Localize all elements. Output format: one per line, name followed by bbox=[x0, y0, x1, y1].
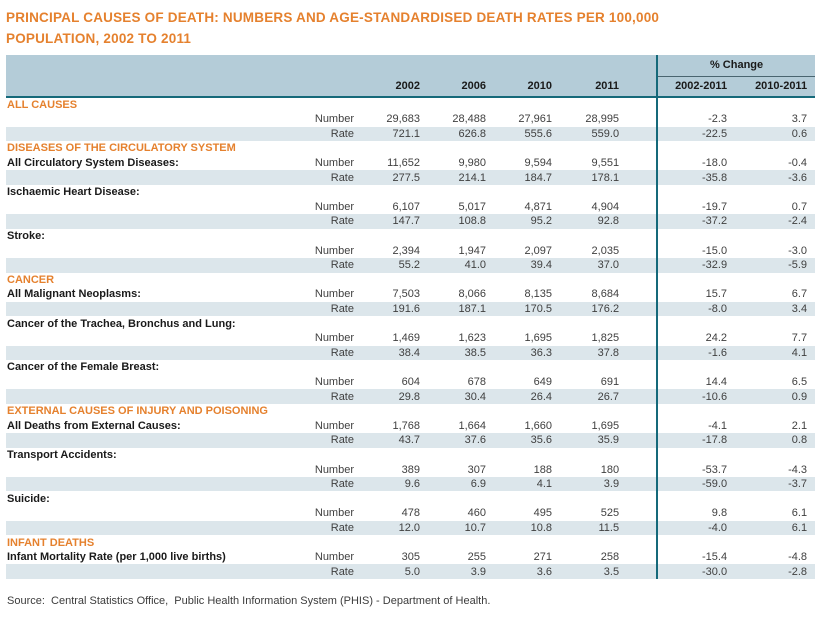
value-2011: 178.1 bbox=[554, 170, 657, 185]
value-2011: 180 bbox=[600, 463, 620, 476]
number-row bbox=[6, 550, 815, 565]
cause-label-row bbox=[6, 491, 815, 506]
value-2010: 36.3 bbox=[488, 346, 554, 361]
cause-label bbox=[6, 112, 286, 127]
value-2010: 8,135 bbox=[524, 288, 552, 301]
value-2010: 1,660 bbox=[524, 419, 552, 432]
value-2006: 38.5 bbox=[422, 346, 488, 361]
value-2011: 92.8 bbox=[554, 214, 657, 229]
pct-spacer bbox=[731, 404, 815, 419]
rate-row bbox=[6, 127, 815, 142]
column-header-row bbox=[6, 76, 815, 97]
pct-spacer bbox=[731, 141, 815, 156]
value-2011: 525 bbox=[600, 507, 620, 520]
value-2002: 12.0 bbox=[356, 521, 422, 536]
value-2002: 147.7 bbox=[356, 214, 422, 229]
value-2006: 255 bbox=[467, 551, 486, 564]
pct-spacer bbox=[731, 229, 815, 244]
value-2002: 6,107 bbox=[392, 200, 420, 213]
value-2010: 495 bbox=[533, 507, 552, 520]
pct-spacer bbox=[657, 404, 731, 419]
stat-label: Rate bbox=[286, 127, 356, 142]
stat-label: Rate bbox=[286, 170, 356, 185]
section-heading-row bbox=[6, 141, 815, 156]
value-2011: 1,695 bbox=[591, 419, 620, 432]
stat-label: Number bbox=[314, 157, 354, 170]
value-2006: 8,066 bbox=[458, 288, 486, 301]
pct-spacer bbox=[731, 491, 815, 506]
section-heading-row bbox=[6, 535, 815, 550]
value-2011: 37.0 bbox=[554, 258, 657, 273]
number-row bbox=[6, 287, 815, 302]
value-2011: 559.0 bbox=[554, 127, 657, 142]
value-2011: 3.9 bbox=[554, 477, 657, 492]
value-2006: 28,488 bbox=[452, 113, 486, 126]
pct-value-2002-2011: -19.7 bbox=[657, 200, 731, 215]
value-2002: 11,652 bbox=[387, 157, 420, 170]
section-heading-row bbox=[6, 404, 815, 419]
stat-label: Number bbox=[314, 419, 354, 432]
source-note: Source: Central Statistics Office, Public Health Information System (PHIS) - Department of Health. bbox=[7, 595, 491, 607]
stat-label: Rate bbox=[286, 477, 356, 492]
number-row bbox=[6, 462, 815, 477]
pct-value-2002-2011: -4.1 bbox=[657, 418, 731, 433]
pct-value-2010-2011: 0.8 bbox=[731, 433, 815, 448]
pct-spacer bbox=[657, 316, 731, 331]
pct-value-2010-2011: -0.4 bbox=[788, 157, 808, 170]
value-2002: 43.7 bbox=[356, 433, 422, 448]
pct-value-2010-2011: -4.3 bbox=[788, 463, 808, 476]
value-2011: 3.5 bbox=[554, 564, 657, 579]
value-2010: 26.4 bbox=[488, 389, 554, 404]
stat-label: Rate bbox=[286, 389, 356, 404]
value-2002: 9.6 bbox=[356, 477, 422, 492]
stat-label: Rate bbox=[286, 258, 356, 273]
value-2010: 555.6 bbox=[488, 127, 554, 142]
value-2011: 258 bbox=[600, 551, 620, 564]
cause-label bbox=[6, 200, 286, 215]
value-2002: 38.4 bbox=[356, 346, 422, 361]
section-heading: CANCER bbox=[7, 273, 55, 286]
cause-label: Infant Mortality Rate (per 1,000 live births) bbox=[7, 551, 226, 564]
pct-value-2010-2011: 6.5 bbox=[791, 375, 808, 388]
pct-value-2010-2011: 3.4 bbox=[731, 302, 815, 317]
stat-label: Number bbox=[314, 288, 354, 301]
pct-value-2010-2011: 6.7 bbox=[791, 288, 808, 301]
cause-label: Suicide: bbox=[7, 492, 50, 505]
value-2006: 9,980 bbox=[458, 157, 486, 170]
value-2010: 95.2 bbox=[488, 214, 554, 229]
page-title bbox=[6, 7, 815, 49]
pct-value-2002-2011: -15.4 bbox=[657, 550, 731, 565]
rate-row bbox=[6, 214, 815, 229]
value-2010: 188 bbox=[533, 463, 552, 476]
value-2011: 691 bbox=[600, 375, 620, 388]
value-2011: 26.7 bbox=[554, 389, 657, 404]
pct-value-2002-2011: -17.8 bbox=[657, 433, 731, 448]
rate-row bbox=[6, 302, 815, 317]
value-2002: 55.2 bbox=[356, 258, 422, 273]
value-2006: 3.9 bbox=[422, 564, 488, 579]
value-2010: 1,695 bbox=[524, 332, 552, 345]
pct-value-2002-2011: 14.4 bbox=[657, 375, 731, 390]
cause-label: Ischaemic Heart Disease: bbox=[7, 186, 140, 199]
year-column-header-2002: 2002 bbox=[356, 76, 422, 97]
stat-label: Number bbox=[314, 463, 354, 476]
stat-label: Rate bbox=[286, 346, 356, 361]
cause-label bbox=[6, 302, 286, 317]
cause-label bbox=[6, 462, 286, 477]
number-row bbox=[6, 112, 815, 127]
number-row bbox=[6, 506, 815, 521]
pct-spacer bbox=[657, 273, 731, 288]
value-2010: 649 bbox=[533, 375, 552, 388]
value-2006: 37.6 bbox=[422, 433, 488, 448]
pct-spacer bbox=[657, 448, 731, 463]
pct-value-2010-2011: 0.9 bbox=[731, 389, 815, 404]
cause-label bbox=[6, 477, 286, 492]
value-2006: 30.4 bbox=[422, 389, 488, 404]
pct-value-2010-2011: 4.1 bbox=[731, 346, 815, 361]
pct-value-2002-2011: -53.7 bbox=[657, 462, 731, 477]
pct-spacer bbox=[731, 273, 815, 288]
cause-label bbox=[6, 170, 286, 185]
number-row bbox=[6, 200, 815, 215]
pct-spacer bbox=[657, 185, 731, 200]
rate-row bbox=[6, 564, 815, 579]
stat-label: Rate bbox=[286, 433, 356, 448]
pct-spacer bbox=[657, 141, 731, 156]
pct-value-2010-2011: -3.0 bbox=[788, 244, 808, 257]
value-2002: 389 bbox=[401, 463, 420, 476]
cause-label: All Circulatory System Diseases: bbox=[7, 157, 179, 170]
value-2006: 626.8 bbox=[422, 127, 488, 142]
stat-label: Rate bbox=[286, 214, 356, 229]
number-row bbox=[6, 418, 815, 433]
pct-value-2010-2011: 2.1 bbox=[791, 419, 808, 432]
pct-value-2002-2011: 9.8 bbox=[657, 506, 731, 521]
cause-label: All Malignant Neoplasms: bbox=[7, 288, 141, 301]
pct-value-2010-2011: 6.1 bbox=[791, 507, 808, 520]
value-2006: 6.9 bbox=[422, 477, 488, 492]
pct-value-2002-2011: -18.0 bbox=[657, 156, 731, 171]
value-2010: 4,871 bbox=[524, 200, 552, 213]
pct-spacer bbox=[657, 229, 731, 244]
year-column-header-2010: 2010 bbox=[488, 76, 554, 97]
stat-label: Number bbox=[314, 200, 354, 213]
value-2002: 1,768 bbox=[392, 419, 420, 432]
stat-label: Number bbox=[314, 375, 354, 388]
value-2011: 8,684 bbox=[591, 288, 620, 301]
value-2011: 2,035 bbox=[591, 244, 620, 257]
cause-label: Transport Accidents: bbox=[7, 448, 117, 461]
value-2006: 10.7 bbox=[422, 521, 488, 536]
pct-spacer bbox=[731, 97, 815, 112]
value-2002: 29,683 bbox=[386, 113, 420, 126]
pct-spacer bbox=[657, 97, 731, 112]
pct-value-2002-2011: -35.8 bbox=[657, 170, 731, 185]
pct-value-2002-2011: -8.0 bbox=[657, 302, 731, 317]
cause-label: Cancer of the Female Breast: bbox=[7, 361, 160, 374]
section-heading-row bbox=[6, 97, 815, 112]
stat-label: Rate bbox=[286, 564, 356, 579]
stat-label: Number bbox=[314, 551, 354, 564]
cause-label bbox=[6, 346, 286, 361]
stat-label: Number bbox=[314, 113, 354, 126]
rate-row bbox=[6, 477, 815, 492]
value-2006: 1,623 bbox=[458, 332, 486, 345]
pct-value-2002-2011: -2.3 bbox=[657, 112, 731, 127]
number-row bbox=[6, 156, 815, 171]
stat-label: Rate bbox=[286, 302, 356, 317]
pct-value-2010-2011: -2.8 bbox=[731, 564, 815, 579]
page-title-line1: PRINCIPAL CAUSES OF DEATH: NUMBERS AND AGE-STANDARDISED DEATH RATES PER 100,000 bbox=[6, 10, 660, 25]
value-2002: 305 bbox=[401, 551, 420, 564]
pct-spacer bbox=[731, 360, 815, 375]
table-header bbox=[6, 55, 815, 97]
value-2010: 2,097 bbox=[524, 244, 552, 257]
value-2010: 170.5 bbox=[488, 302, 554, 317]
value-2011: 28,995 bbox=[585, 113, 620, 126]
cause-label-row bbox=[6, 185, 815, 200]
value-2010: 10.8 bbox=[488, 521, 554, 536]
value-2006: 1,947 bbox=[458, 244, 486, 257]
value-2002: 2,394 bbox=[392, 244, 420, 257]
value-2011: 9,551 bbox=[591, 157, 620, 170]
pct-column-header-2010-2011: 2010-2011 bbox=[731, 76, 815, 97]
pct-column-header-2002-2011: 2002-2011 bbox=[657, 76, 731, 97]
rate-row bbox=[6, 346, 815, 361]
pct-value-2010-2011: 0.7 bbox=[791, 200, 808, 213]
pct-value-2002-2011: -30.0 bbox=[657, 564, 731, 579]
pct-value-2002-2011: 15.7 bbox=[657, 287, 731, 302]
value-2010: 27,961 bbox=[518, 113, 552, 126]
header-spacer bbox=[6, 76, 356, 97]
pct-value-2002-2011: -15.0 bbox=[657, 243, 731, 258]
cause-label bbox=[6, 433, 286, 448]
rate-row bbox=[6, 521, 815, 536]
value-2006: 678 bbox=[467, 375, 486, 388]
section-heading: ALL CAUSES bbox=[7, 99, 78, 111]
value-2002: 478 bbox=[401, 507, 420, 520]
pct-value-2002-2011: -32.9 bbox=[657, 258, 731, 273]
value-2006: 307 bbox=[467, 463, 486, 476]
cause-label bbox=[6, 331, 286, 346]
cause-label: Cancer of the Trachea, Bronchus and Lung: bbox=[7, 317, 236, 330]
rate-row bbox=[6, 258, 815, 273]
value-2002: 1,469 bbox=[392, 332, 420, 345]
rate-row bbox=[6, 433, 815, 448]
value-2006: 214.1 bbox=[422, 170, 488, 185]
pct-value-2010-2011: 6.1 bbox=[731, 521, 815, 536]
stat-label: Number bbox=[314, 507, 354, 520]
value-2011: 4,904 bbox=[591, 200, 620, 213]
value-2010: 39.4 bbox=[488, 258, 554, 273]
table-body bbox=[6, 97, 815, 579]
value-2011: 176.2 bbox=[554, 302, 657, 317]
section-heading: INFANT DEATHS bbox=[7, 536, 95, 549]
value-2006: 108.8 bbox=[422, 214, 488, 229]
section-heading: DISEASES OF THE CIRCULATORY SYSTEM bbox=[7, 142, 236, 155]
pct-value-2010-2011: 3.7 bbox=[791, 113, 808, 126]
year-column-header-2011: 2011 bbox=[554, 76, 657, 97]
value-2010: 9,594 bbox=[524, 157, 552, 170]
pct-value-2002-2011: -4.0 bbox=[657, 521, 731, 536]
stat-label: Number bbox=[314, 244, 354, 257]
value-2002: 5.0 bbox=[356, 564, 422, 579]
page-title-line2: POPULATION, 2002 TO 2011 bbox=[6, 31, 192, 46]
pct-change-header: % Change bbox=[657, 55, 815, 76]
value-2006: 41.0 bbox=[422, 258, 488, 273]
value-2002: 191.6 bbox=[356, 302, 422, 317]
cause-label bbox=[6, 258, 286, 273]
pct-value-2002-2011: -1.6 bbox=[657, 346, 731, 361]
cause-label bbox=[6, 521, 286, 536]
pct-value-2002-2011: -59.0 bbox=[657, 477, 731, 492]
cause-label-row bbox=[6, 448, 815, 463]
value-2010: 4.1 bbox=[488, 477, 554, 492]
value-2002: 7,503 bbox=[392, 288, 420, 301]
value-2011: 37.8 bbox=[554, 346, 657, 361]
section-heading: EXTERNAL CAUSES OF INJURY AND POISONING bbox=[7, 405, 268, 418]
value-2006: 5,017 bbox=[458, 200, 486, 213]
cause-label bbox=[6, 564, 286, 579]
value-2002: 29.8 bbox=[356, 389, 422, 404]
pct-spacer bbox=[657, 360, 731, 375]
pct-value-2010-2011: -2.4 bbox=[731, 214, 815, 229]
value-2002: 604 bbox=[401, 375, 420, 388]
pct-spacer bbox=[731, 535, 815, 550]
cause-label: Stroke: bbox=[7, 230, 45, 243]
pct-spacer bbox=[657, 491, 731, 506]
year-column-header-2006: 2006 bbox=[422, 76, 488, 97]
value-2011: 35.9 bbox=[554, 433, 657, 448]
value-2006: 1,664 bbox=[458, 419, 486, 432]
pct-value-2010-2011: 0.6 bbox=[731, 127, 815, 142]
pct-value-2010-2011: -5.9 bbox=[731, 258, 815, 273]
value-2010: 271 bbox=[533, 551, 552, 564]
cause-label-row bbox=[6, 229, 815, 244]
cause-label bbox=[6, 506, 286, 521]
number-row bbox=[6, 331, 815, 346]
header-spacer bbox=[6, 55, 657, 76]
pct-value-2010-2011: -3.7 bbox=[731, 477, 815, 492]
section-heading-row bbox=[6, 273, 815, 288]
value-2002: 721.1 bbox=[356, 127, 422, 142]
pct-value-2010-2011: -4.8 bbox=[788, 551, 808, 564]
pct-spacer bbox=[657, 535, 731, 550]
cause-label bbox=[6, 375, 286, 390]
cause-label bbox=[6, 214, 286, 229]
value-2011: 11.5 bbox=[554, 521, 657, 536]
value-2006: 460 bbox=[467, 507, 486, 520]
value-2010: 35.6 bbox=[488, 433, 554, 448]
rate-row bbox=[6, 389, 815, 404]
number-row bbox=[6, 375, 815, 390]
causes-of-death-table bbox=[6, 55, 815, 579]
pct-value-2002-2011: 24.2 bbox=[657, 331, 731, 346]
cause-label-row bbox=[6, 360, 815, 375]
value-2010: 184.7 bbox=[488, 170, 554, 185]
value-2006: 187.1 bbox=[422, 302, 488, 317]
stat-label: Rate bbox=[286, 521, 356, 536]
pct-change-header-row bbox=[6, 55, 815, 76]
value-2010: 3.6 bbox=[488, 564, 554, 579]
pct-spacer bbox=[731, 448, 815, 463]
pct-value-2002-2011: -10.6 bbox=[657, 389, 731, 404]
cause-label bbox=[6, 243, 286, 258]
value-2002: 277.5 bbox=[356, 170, 422, 185]
cause-label bbox=[6, 389, 286, 404]
stat-label: Number bbox=[314, 332, 354, 345]
cause-label bbox=[6, 127, 286, 142]
pct-value-2010-2011: -3.6 bbox=[731, 170, 815, 185]
rate-row bbox=[6, 170, 815, 185]
pct-value-2002-2011: -22.5 bbox=[657, 127, 731, 142]
value-2011: 1,825 bbox=[591, 332, 620, 345]
pct-value-2010-2011: 7.7 bbox=[791, 332, 808, 345]
cause-label: All Deaths from External Causes: bbox=[7, 419, 181, 432]
pct-spacer bbox=[731, 185, 815, 200]
pct-spacer bbox=[731, 316, 815, 331]
cause-label-row bbox=[6, 316, 815, 331]
number-row bbox=[6, 243, 815, 258]
pct-value-2002-2011: -37.2 bbox=[657, 214, 731, 229]
